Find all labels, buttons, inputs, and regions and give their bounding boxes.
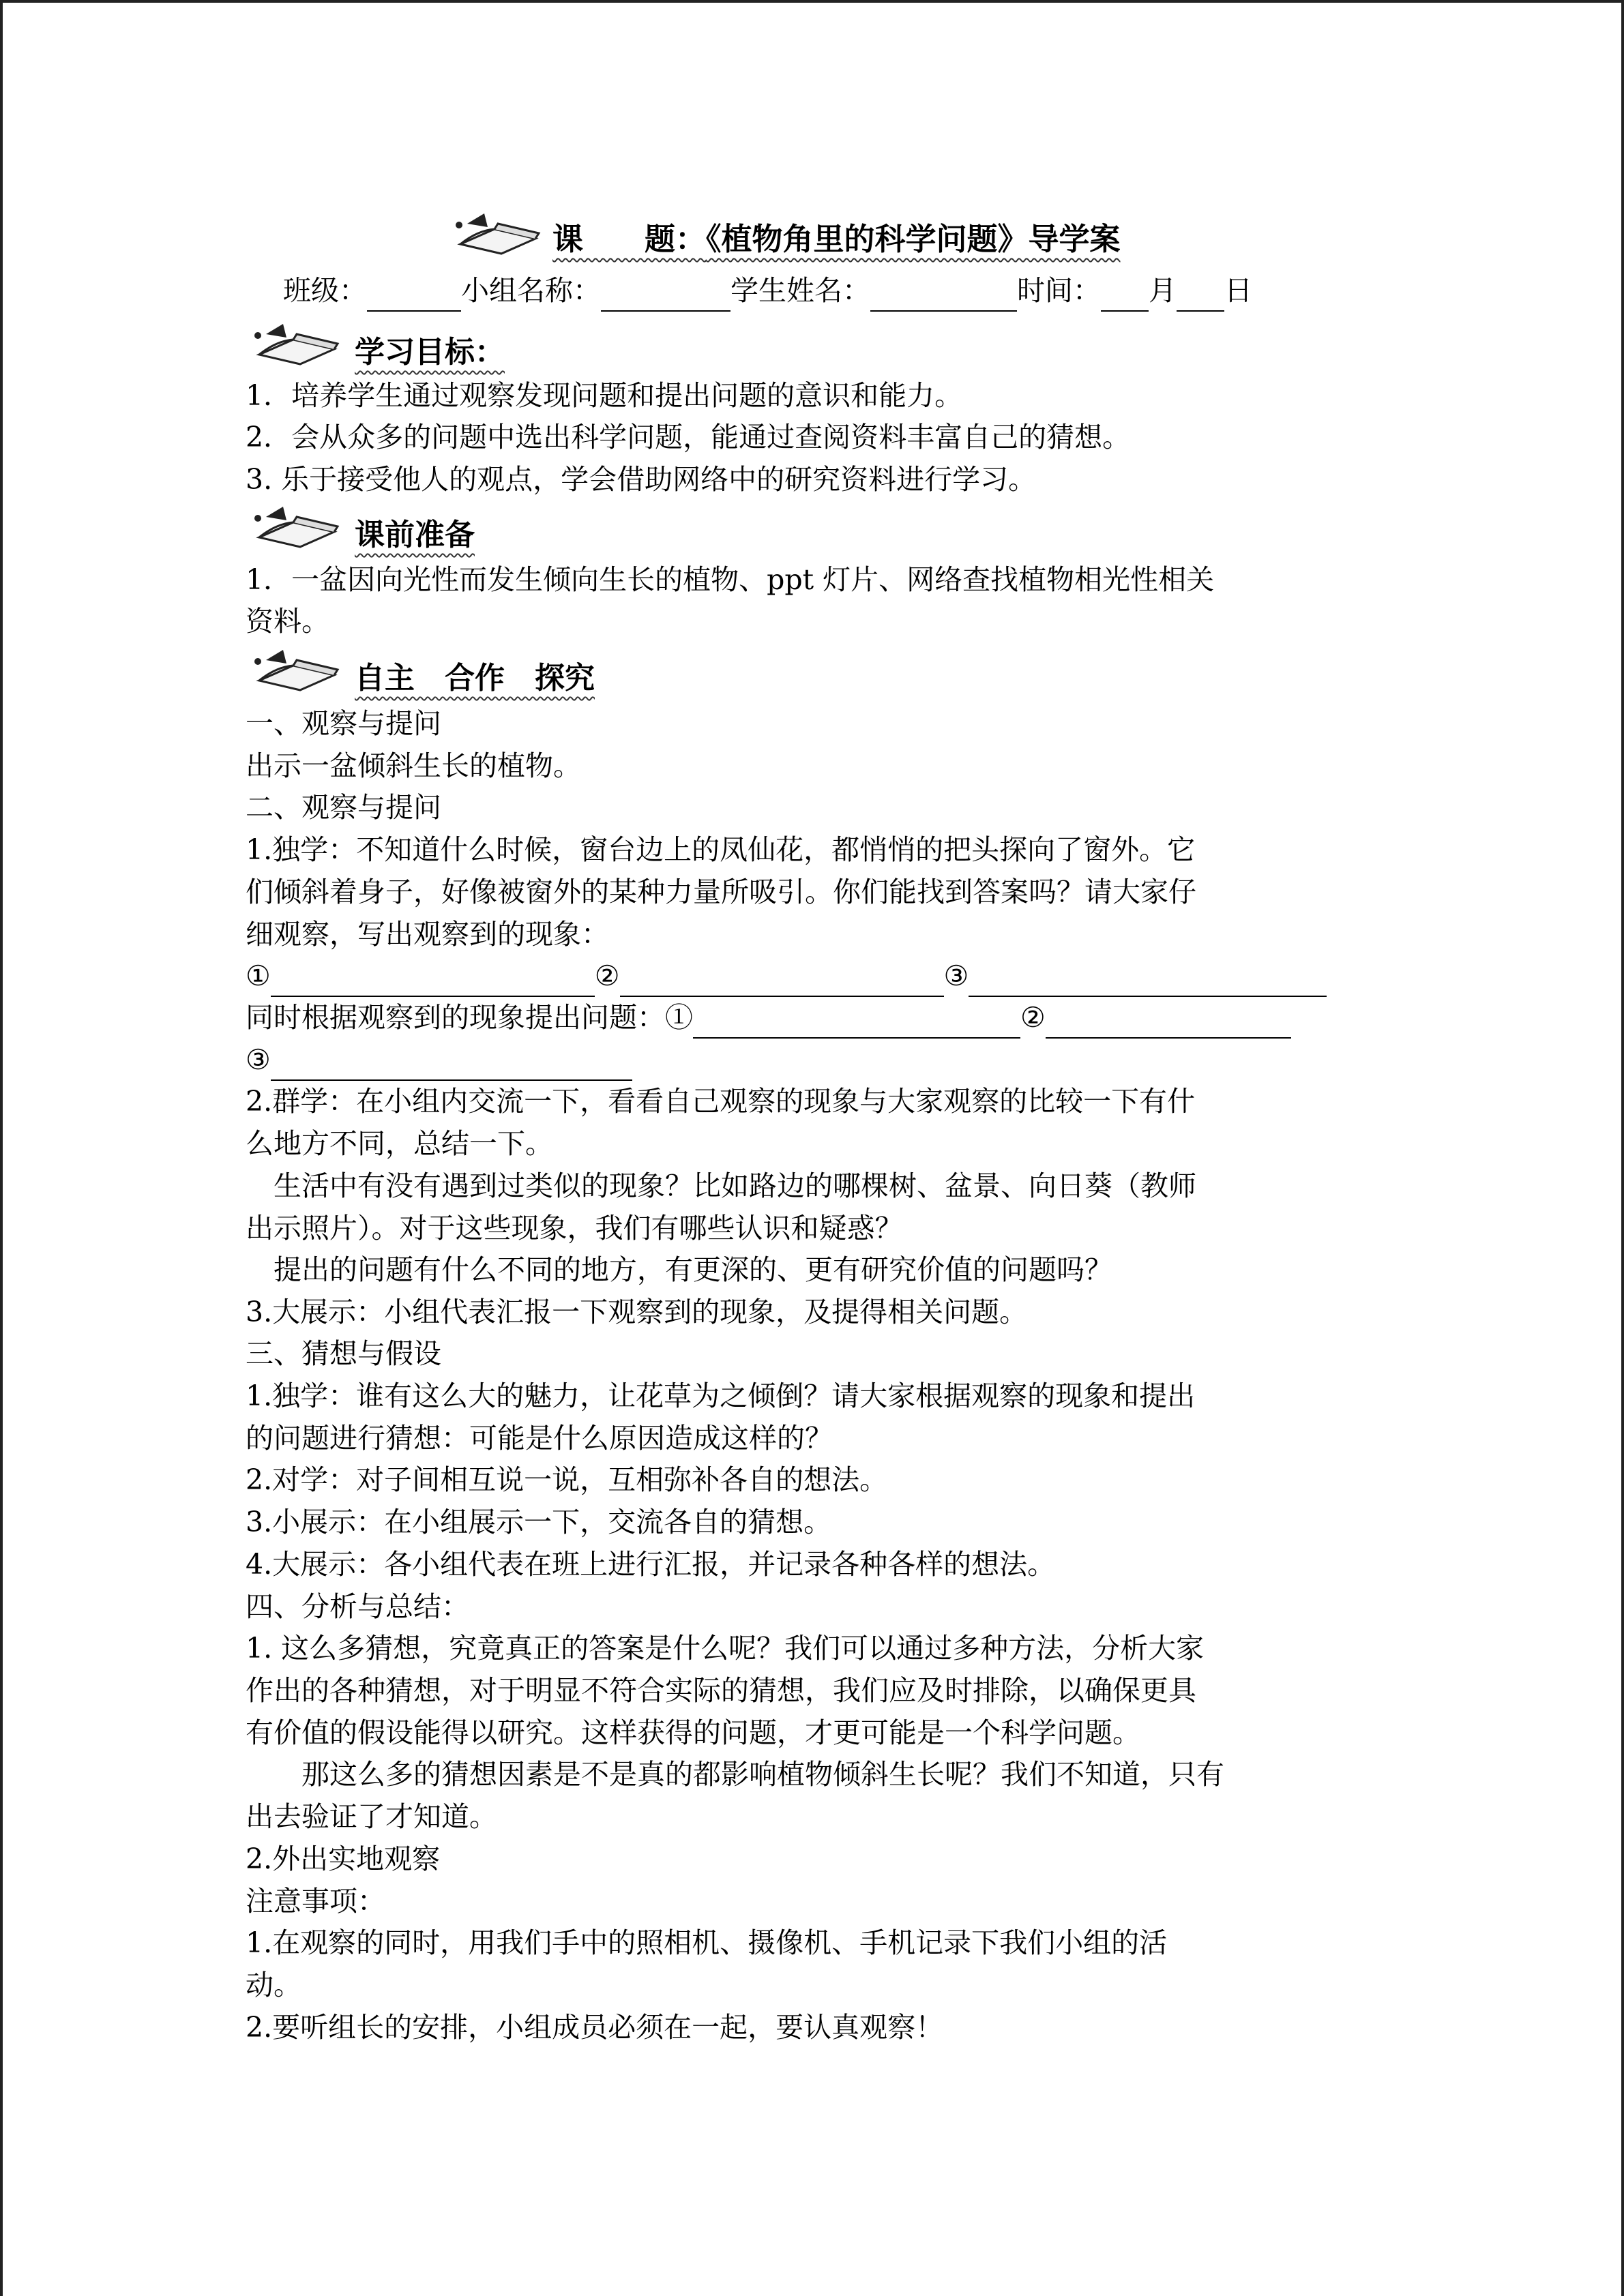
goals-heading-text: 学习目标：: [355, 335, 505, 370]
month-label: 月: [1149, 274, 1177, 307]
part2-line: 细观察，写出观察到的现象：: [246, 918, 609, 951]
part3-line: 3.小展示：在小组展示一下，交流各自的猜想。: [246, 1506, 832, 1538]
page-top-border: [0, 0, 1624, 3]
part2-line: 们倾斜着身子，好像被窗外的某种力量所吸引。你们能找到答案吗？请大家仔: [246, 876, 1196, 908]
question-field-1[interactable]: [693, 1007, 1020, 1039]
student-info-row: [283, 269, 1252, 312]
part4-line: 动。: [246, 1969, 301, 2001]
prep-heading-text: 课前准备: [355, 518, 475, 552]
title-name: 《植物角里的科学问题》导学案: [706, 221, 1121, 257]
part3-line: 4.大展示：各小组代表在班上进行汇报，并记录各种各样的想法。: [246, 1548, 1056, 1581]
part2-line: 1.独学：不知道什么时候，窗台边上的凤仙花，都悄悄的把头探向了窗外。它: [246, 833, 1196, 866]
question-field-3[interactable]: [271, 1049, 632, 1081]
part4-line: 那这么多的猜想因素是不是真的都影响植物倾斜生长呢？我们不知道，只有: [246, 1758, 1224, 1791]
goal-item: 1．培养学生通过观察发现问题和提出问题的意识和能力。: [246, 379, 963, 412]
part2-line: 提出的问题有什么不同的地方，有更深的、更有研究价值的问题吗？: [246, 1253, 1112, 1286]
time-label: 时间：: [1017, 274, 1101, 307]
day-field[interactable]: [1177, 280, 1224, 312]
part3-line: 的问题进行猜想：可能是什么原因造成这样的？: [246, 1422, 833, 1455]
circle-1: ①: [665, 1001, 693, 1034]
group-field[interactable]: [601, 280, 730, 312]
part4-line: 1.在观察的同时，用我们手中的照相机、摄像机、手机记录下我们小组的活: [246, 1926, 1168, 1959]
part1-title: 一、观察与提问: [246, 707, 441, 740]
observation-field-2[interactable]: [620, 966, 944, 997]
circle-1: ①: [246, 959, 271, 992]
part4-line: 2.外出实地观察: [246, 1843, 441, 1875]
group-label: 小组名称：: [461, 274, 601, 307]
part3-line: 1.独学：谁有这么大的魅力，让花草为之倾倒？请大家根据观察的现象和提出: [246, 1380, 1196, 1412]
page-right-border: [1621, 0, 1624, 2296]
goal-item: 3. 乐于接受他人的观点，学会借助网络中的研究资料进行学习。: [246, 463, 1037, 496]
observation-field-3[interactable]: [969, 966, 1327, 997]
student-label: 学生姓名：: [730, 274, 870, 307]
prep-line: 资料。: [246, 605, 329, 638]
part2-line: 么地方不同，总结一下。: [246, 1127, 553, 1160]
part4-line: 出去验证了才知道。: [246, 1800, 497, 1833]
title-label: 课 题：: [552, 221, 707, 257]
part4-title: 四、分析与总结：: [246, 1590, 469, 1623]
goal-item: 2．会从众多的问题中选出科学问题，能通过查阅资料丰富自己的猜想。: [246, 421, 1131, 453]
question-blanks-row2: [246, 1039, 632, 1081]
book-icon: [447, 210, 549, 258]
part3-title: 三、猜想与假设: [246, 1337, 441, 1370]
part3-line: 2.对学：对子间相互说一说，互相弥补各自的想法。: [246, 1463, 888, 1496]
book-icon: [246, 320, 348, 368]
student-name-field[interactable]: [870, 280, 1017, 312]
page-left-border: [0, 0, 3, 2296]
question-prompt: 同时根据观察到的现象提出问题：: [246, 1001, 665, 1034]
part4-line: 有价值的假设能得以研究。这样获得的问题，才更可能是一个科学问题。: [246, 1716, 1140, 1749]
part4-line: 作出的各种猜想，对于明显不符合实际的猜想，我们应及时排除，以确保更具: [246, 1674, 1196, 1707]
book-icon: [246, 646, 348, 694]
circle-3: ③: [943, 959, 969, 992]
part2-line: 3.大展示：小组代表汇报一下观察到的现象，及提得相关问题。: [246, 1296, 1028, 1328]
day-label: 日: [1224, 274, 1252, 307]
class-label: 班级：: [283, 274, 367, 307]
circle-3: ③: [246, 1043, 271, 1076]
book-icon: [246, 503, 348, 551]
month-field[interactable]: [1101, 280, 1149, 312]
part4-line: 注意事项：: [246, 1885, 385, 1918]
question-blanks: [246, 996, 1291, 1039]
part1-body: 出示一盆倾斜生长的植物。: [246, 749, 581, 782]
circle-2: ②: [1020, 1001, 1046, 1034]
observation-field-1[interactable]: [271, 966, 595, 997]
part2-line: 生活中有没有遇到过类似的现象？比如路边的哪棵树、盆景、向日葵（教师: [246, 1169, 1196, 1202]
prep-line: 1．一盆因向光性而发生倾向生长的植物、ppt 灯片、网络查找植物相光性相关: [246, 563, 1215, 596]
question-field-2[interactable]: [1046, 1007, 1291, 1039]
observation-blanks: [246, 955, 1327, 997]
class-field[interactable]: [367, 280, 461, 312]
part2-line: 2.群学：在小组内交流一下，看看自己观察的现象与大家观察的比较一下有什: [246, 1085, 1196, 1118]
part2-title: 二、观察与提问: [246, 791, 441, 824]
part4-line: 1. 这么多猜想，究竟真正的答案是什么呢？我们可以通过多种方法，分析大家: [246, 1632, 1205, 1665]
explore-heading-text: 自主 合作 探究: [355, 661, 595, 696]
part2-line: 出示照片）。对于这些现象，我们有哪些认识和疑惑？: [246, 1212, 903, 1244]
part4-line: 2.要听组长的安排，小组成员必须在一起，要认真观察！: [246, 2011, 944, 2044]
circle-2: ②: [594, 959, 620, 992]
